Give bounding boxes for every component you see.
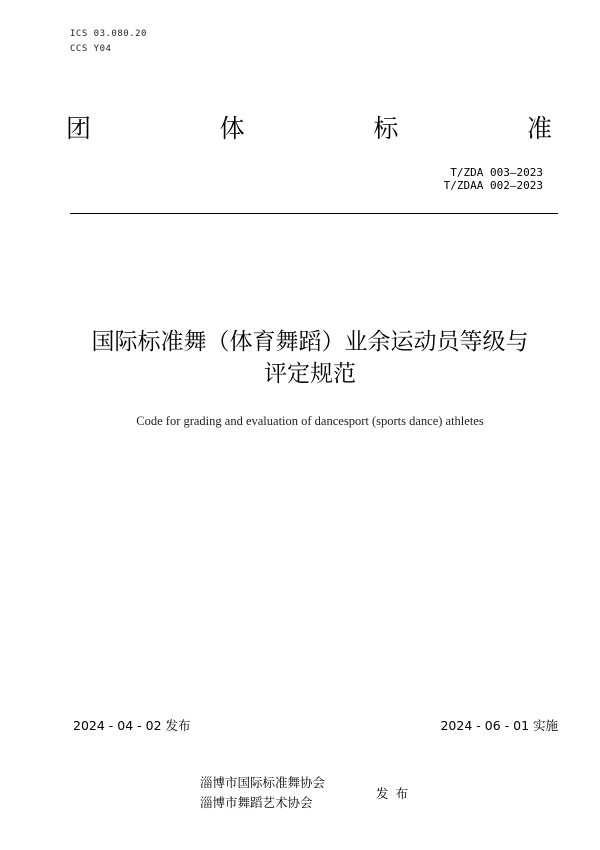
publish-label: 发布 (376, 786, 416, 801)
standard-type-char: 体 (219, 114, 245, 143)
issue-date: 2024 - 04 - 02 发布 (73, 718, 191, 733)
publisher-list (200, 773, 325, 813)
standard-type-char: 标 (373, 114, 399, 143)
standard-number: T/ZDA 003—2023 (450, 166, 543, 179)
standard-numbers (444, 166, 543, 192)
publisher-name: 淄博市国际标准舞协会 (200, 775, 326, 790)
standard-type-char: 团 (66, 114, 92, 143)
title-line: 评定规范 (264, 361, 356, 387)
document-title-cn (40, 326, 580, 390)
publisher-name: 淄博市舞蹈艺术协会 (200, 795, 313, 810)
standard-type-char: 准 (526, 114, 552, 143)
ics-code: ICS 03.080.20 (70, 29, 147, 39)
implementation-date: 2024 - 06 - 01 实施 (440, 718, 558, 733)
standard-number: T/ZDAA 002—2023 (443, 179, 543, 192)
ccs-code: CCS Y04 (70, 44, 112, 54)
document-title-en: Code for grading and evaluation of dancesport (sports dance) athletes (136, 414, 484, 428)
title-line: 国际标准舞（体育舞蹈）业余运动员等级与 (91, 329, 529, 355)
header-divider (70, 213, 558, 214)
standard-type-heading (66, 114, 552, 144)
